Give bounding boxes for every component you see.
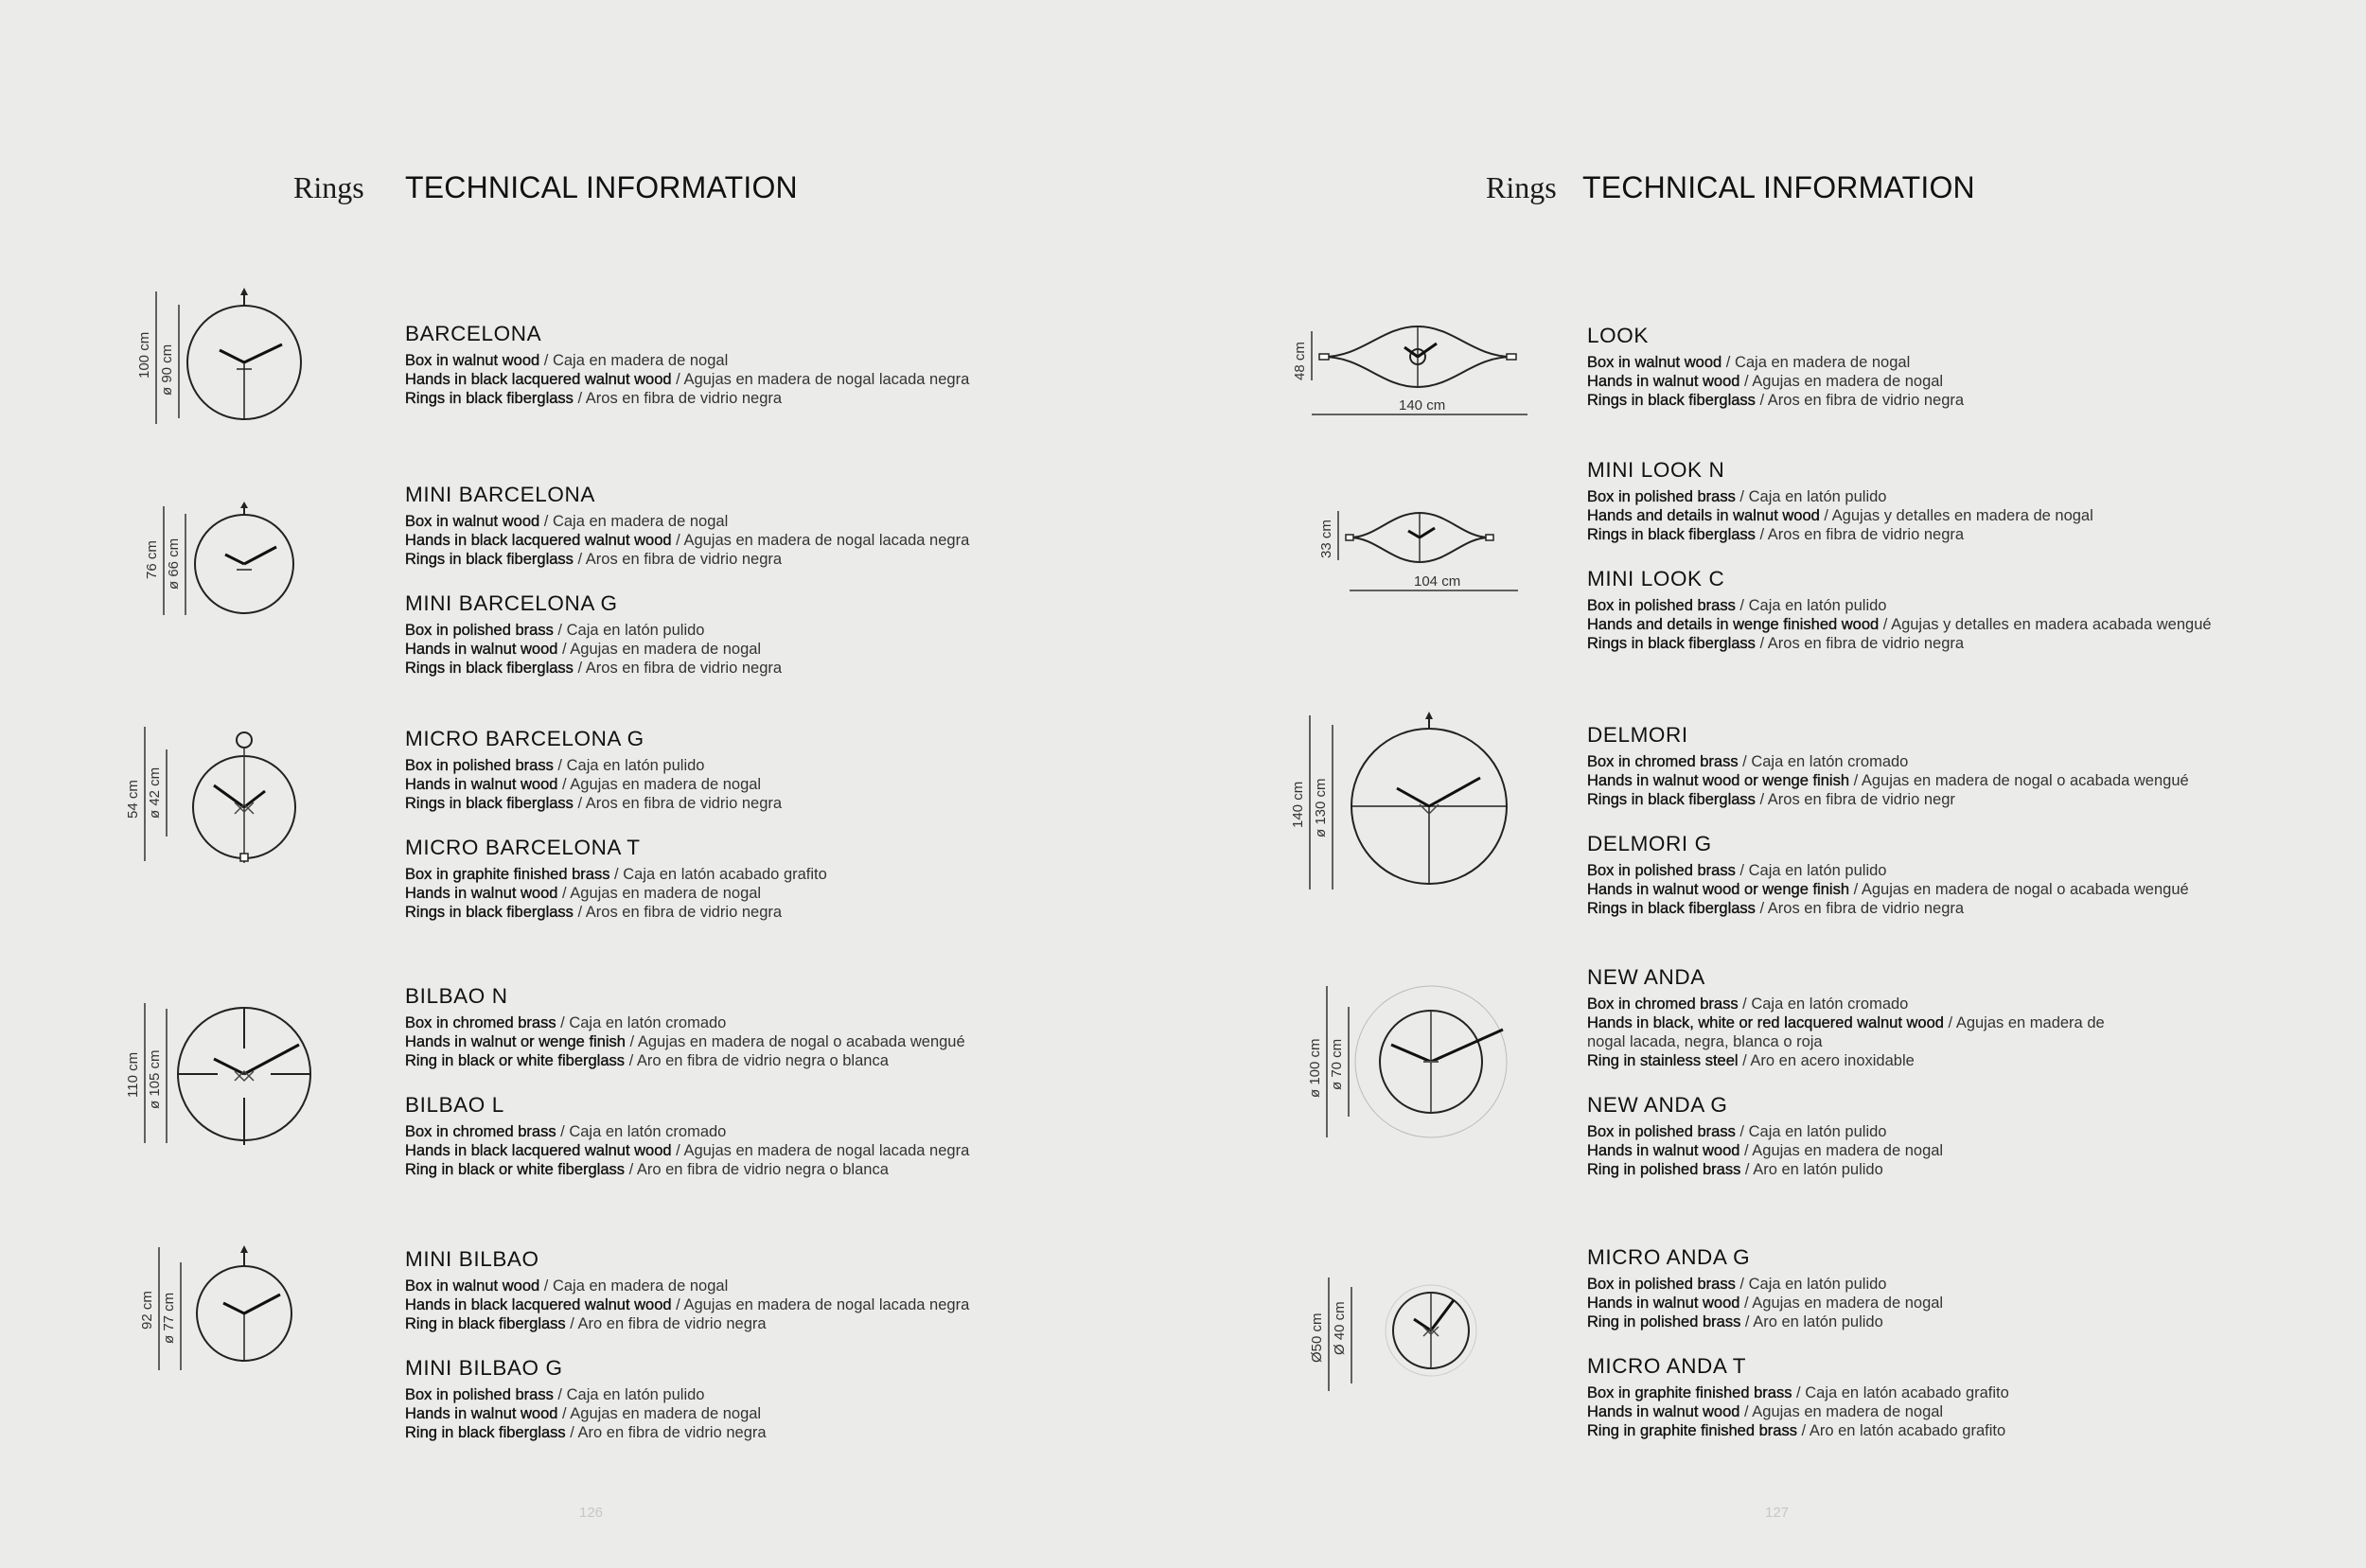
model-mini-barcelona bbox=[405, 483, 1162, 569]
spec-es: Agujas en madera de nogal o acabada wengué bbox=[637, 1033, 965, 1050]
spec-line: Hands in walnut wood or wenge finish / Agujas en madera de nogal o acabada wengué bbox=[1587, 881, 2189, 898]
spec-es: Aro en fibra de vidrio negra o blanca bbox=[636, 1161, 889, 1178]
spec-en: Rings in black fiberglass bbox=[1587, 392, 1756, 409]
spec-line: Hands in black lacquered walnut wood / Agujas en madera de nogal lacada negra bbox=[405, 1142, 970, 1159]
spec-es: Caja en latón pulido bbox=[1748, 862, 1887, 879]
spec-line: Hands in walnut wood / Agujas en madera de nogal bbox=[1587, 1403, 1944, 1420]
spec-en: Rings in black fiberglass bbox=[1587, 526, 1756, 543]
spec-es: Agujas en madera de nogal bbox=[1752, 373, 1944, 390]
spec-en: Rings in black fiberglass bbox=[405, 660, 574, 677]
spec-es: Caja en madera de nogal bbox=[552, 1277, 729, 1295]
spec-en: Hands in walnut wood or wenge finish bbox=[1587, 881, 1849, 898]
spec-en: Ring in black or white fiberglass bbox=[405, 1161, 626, 1178]
model-name: NEW ANDA G bbox=[1587, 1093, 1728, 1117]
spec-en: Rings in black fiberglass bbox=[405, 390, 574, 407]
spec-line: Rings in black fiberglass / Aros en fibra de vidrio negra bbox=[405, 551, 783, 568]
spec-es: Caja en latón pulido bbox=[566, 622, 705, 639]
spec-es: Caja en latón acabado grafito bbox=[623, 866, 827, 883]
spec-line: Hands in walnut wood / Agujas en madera de nogal bbox=[1587, 373, 1944, 390]
model-bilbao-n bbox=[405, 984, 1162, 1070]
micro-anda-height-label: Ø50 cm bbox=[1309, 1313, 1325, 1363]
spec-en: Box in chromed brass bbox=[1587, 753, 1739, 770]
spec-line: Rings in black fiberglass / Aros en fibra de vidrio negra bbox=[1587, 392, 1965, 409]
spec-es: Caja en latón pulido bbox=[1748, 1123, 1887, 1140]
spec-line: Box in polished brass / Caja en latón pulido bbox=[1587, 597, 1887, 614]
spec-en: Hands and details in walnut wood bbox=[1587, 507, 1820, 524]
spec-line: Box in polished brass / Caja en latón pulido bbox=[1587, 1276, 1887, 1293]
product-mini-barcelona bbox=[405, 483, 1162, 678]
spec-es: Aro en fibra de vidrio negra bbox=[577, 1315, 767, 1332]
micro-barcelona-drawing bbox=[123, 719, 312, 871]
spec-line: Rings in black fiberglass / Aros en fibra de vidrio negra bbox=[1587, 635, 1965, 652]
spec-en: Box in chromed brass bbox=[405, 1014, 556, 1031]
spec-es: Agujas y detalles en madera de nogal bbox=[1831, 507, 2093, 524]
spec-line: Hands in black, white or red lacquered walnut wood / Agujas en madera de nogal lacada, negra, blanca o roja bbox=[1587, 1014, 2105, 1050]
model-mini-look-n bbox=[1587, 458, 2344, 544]
look-drawing bbox=[1287, 312, 1533, 426]
mini-look-height-label: 33 cm bbox=[1318, 520, 1334, 558]
product-bilbao bbox=[405, 984, 1162, 1179]
model-name: BILBAO N bbox=[405, 984, 508, 1008]
spec-en: Rings in black fiberglass bbox=[405, 795, 574, 812]
spec-es: Caja en madera de nogal bbox=[1734, 354, 1911, 371]
spec-line: Ring in graphite finished brass / Aro en latón acabado grafito bbox=[1587, 1422, 2006, 1439]
spec-es: Agujas en madera de nogal lacada negra bbox=[683, 371, 970, 388]
spec-en: Rings in black fiberglass bbox=[1587, 791, 1756, 808]
spec-es: Agujas en madera de nogal lacada negra bbox=[683, 532, 970, 549]
spec-en: Box in chromed brass bbox=[1587, 995, 1739, 1013]
model-micro-barcelona-g bbox=[405, 727, 1162, 813]
spec-en: Box in walnut wood bbox=[405, 513, 540, 530]
spec-en: Box in polished brass bbox=[405, 1386, 554, 1403]
page-number: 126 bbox=[579, 1505, 604, 1521]
spec-line: Box in walnut wood / Caja en madera de nogal bbox=[405, 513, 729, 530]
spec-es: Agujas en madera de nogal lacada negra bbox=[683, 1296, 970, 1313]
spec-line: Rings in black fiberglass / Aros en fibra de vidrio negr bbox=[1587, 791, 1955, 808]
spec-en: Hands in walnut wood bbox=[405, 1405, 558, 1422]
spec-line: Ring in stainless steel / Aro en acero inoxidable bbox=[1587, 1052, 1915, 1069]
model-barcelona bbox=[405, 322, 1162, 408]
spec-en: Hands in black lacquered walnut wood bbox=[405, 1142, 672, 1159]
right-page bbox=[1183, 0, 2366, 1568]
brand-name: Rings bbox=[1486, 170, 1557, 204]
spec-line: Box in chromed brass / Caja en latón cromado bbox=[405, 1014, 727, 1031]
page-title: TECHNICAL INFORMATION bbox=[405, 170, 798, 204]
spec-en: Box in polished brass bbox=[1587, 488, 1736, 505]
spec-line: Rings in black fiberglass / Aros en fibra de vidrio negra bbox=[405, 795, 783, 812]
spec-en: Ring in polished brass bbox=[1587, 1313, 1741, 1330]
spec-es: Agujas en madera de nogal bbox=[1752, 1403, 1944, 1420]
barcelona-diameter-label: ø 90 cm bbox=[159, 344, 175, 396]
bilbao-diameter-label: ø 105 cm bbox=[147, 1049, 163, 1109]
spec-es: Aros en fibra de vidrio negra bbox=[585, 795, 783, 812]
spec-en: Hands in walnut wood or wenge finish bbox=[1587, 772, 1849, 789]
model-name: MINI LOOK C bbox=[1587, 567, 1725, 590]
bilbao-drawing bbox=[123, 994, 331, 1154]
model-name: BARCELONA bbox=[405, 322, 542, 345]
micro-anda-drawing bbox=[1306, 1268, 1495, 1401]
model-delmori bbox=[1587, 723, 2344, 809]
spec-es: Aro en fibra de vidrio negra o blanca bbox=[636, 1052, 889, 1069]
spec-es: Aros en fibra de vidrio negra bbox=[1767, 900, 1965, 917]
mini-barcelona-diameter-label: ø 66 cm bbox=[166, 537, 182, 590]
delmori-diameter-label: ø 130 cm bbox=[1313, 778, 1329, 837]
spec-en: Hands in walnut wood bbox=[405, 641, 558, 658]
spec-line: Hands in walnut wood / Agujas en madera de nogal bbox=[1587, 1295, 1944, 1312]
mini-bilbao-height-label: 92 cm bbox=[139, 1291, 155, 1330]
model-name: MINI LOOK N bbox=[1587, 458, 1725, 482]
spec-es: Aros en fibra de vidrio negra bbox=[1767, 635, 1965, 652]
spec-en: Box in graphite finished brass bbox=[1587, 1384, 1792, 1401]
delmori-drawing bbox=[1287, 710, 1543, 899]
spec-line: Box in walnut wood / Caja en madera de nogal bbox=[1587, 354, 1911, 371]
spec-es: Caja en latón cromado bbox=[569, 1014, 727, 1031]
spec-line: Ring in black or white fiberglass / Aro en fibra de vidrio negra o blanca bbox=[405, 1052, 889, 1069]
model-mini-bilbao-g bbox=[405, 1356, 1162, 1442]
spec-line: Box in graphite finished brass / Caja en latón acabado grafito bbox=[1587, 1384, 2009, 1401]
spec-en: Hands in black, white or red lacquered walnut wood bbox=[1587, 1014, 1944, 1031]
model-name: MINI BILBAO bbox=[405, 1247, 539, 1271]
spec-en: Box in walnut wood bbox=[405, 352, 540, 369]
spec-es: Caja en latón cromado bbox=[569, 1123, 727, 1140]
spec-line: Hands in black lacquered walnut wood / Agujas en madera de nogal lacada negra bbox=[405, 1296, 970, 1313]
product-delmori bbox=[1587, 723, 2344, 918]
spec-en: Box in graphite finished brass bbox=[405, 866, 610, 883]
model-name: DELMORI bbox=[1587, 723, 1688, 747]
model-name: BILBAO L bbox=[405, 1093, 504, 1117]
mini-look-width-label: 104 cm bbox=[1414, 573, 1461, 590]
spec-line: Rings in black fiberglass / Aros en fibra de vidrio negra bbox=[405, 904, 783, 921]
model-name: LOOK bbox=[1587, 324, 1649, 347]
model-micro-barcelona-t bbox=[405, 836, 1162, 922]
spec-es: Caja en latón pulido bbox=[1748, 597, 1887, 614]
spec-en: Hands in walnut wood bbox=[1587, 1403, 1740, 1420]
spec-line: Box in chromed brass / Caja en latón cromado bbox=[1587, 995, 1909, 1013]
mini-barcelona-height-label: 76 cm bbox=[144, 540, 160, 579]
spec-line: Box in chromed brass / Caja en latón cromado bbox=[405, 1123, 727, 1140]
spec-en: Hands in black lacquered walnut wood bbox=[405, 532, 672, 549]
model-name: MINI BILBAO G bbox=[405, 1356, 563, 1380]
spec-es: Caja en latón pulido bbox=[1748, 1276, 1887, 1293]
spec-line: Ring in black or white fiberglass / Aro en fibra de vidrio negra o blanca bbox=[405, 1161, 889, 1178]
spec-en: Hands in walnut wood bbox=[1587, 1142, 1740, 1159]
model-mini-bilbao bbox=[405, 1247, 1162, 1333]
spec-en: Ring in black fiberglass bbox=[405, 1315, 566, 1332]
product-micro-barcelona bbox=[405, 727, 1162, 922]
delmori-height-label: 140 cm bbox=[1290, 781, 1306, 828]
mini-look-drawing bbox=[1315, 502, 1524, 596]
spec-en: Hands in black lacquered walnut wood bbox=[405, 1296, 672, 1313]
look-height-label: 48 cm bbox=[1292, 342, 1308, 380]
spec-es: Caja en madera de nogal bbox=[552, 513, 729, 530]
spec-en: Ring in stainless steel bbox=[1587, 1052, 1739, 1069]
spec-line: Box in walnut wood / Caja en madera de nogal bbox=[405, 1277, 729, 1295]
spec-en: Box in polished brass bbox=[1587, 1276, 1736, 1293]
spec-en: Box in polished brass bbox=[1587, 597, 1736, 614]
spec-es: Aro en latón pulido bbox=[1753, 1161, 1883, 1178]
model-delmori-g bbox=[1587, 832, 2344, 918]
spec-es: Aros en fibra de vidrio negra bbox=[1767, 392, 1965, 409]
barcelona-height-label: 100 cm bbox=[136, 331, 152, 379]
spec-line: Ring in black fiberglass / Aro en fibra de vidrio negra bbox=[405, 1424, 767, 1441]
spec-en: Rings in black fiberglass bbox=[405, 904, 574, 921]
spec-line: Hands in walnut wood or wenge finish / Agujas en madera de nogal o acabada wengué bbox=[1587, 772, 2189, 789]
micro-anda-diameter-label: Ø 40 cm bbox=[1332, 1301, 1348, 1355]
barcelona-drawing bbox=[132, 284, 322, 435]
spec-line: Box in polished brass / Caja en latón pulido bbox=[405, 622, 705, 639]
spec-line: Hands and details in wenge finished wood / Agujas y detalles en madera acabada wengué bbox=[1587, 616, 2212, 633]
spec-es: Agujas en madera de nogal bbox=[1752, 1295, 1944, 1312]
spec-line: Rings in black fiberglass / Aros en fibra de vidrio negra bbox=[1587, 900, 1965, 917]
product-look bbox=[1587, 324, 2344, 410]
spec-es: Caja en madera de nogal bbox=[552, 352, 729, 369]
model-mini-barcelona-g bbox=[405, 591, 1162, 678]
model-mini-look-c bbox=[1587, 567, 2344, 653]
spec-es: Aro en latón acabado grafito bbox=[1809, 1422, 2006, 1439]
spec-es: Agujas en madera de nogal bbox=[570, 1405, 762, 1422]
spec-line: Hands in walnut wood / Agujas en madera de nogal bbox=[405, 885, 762, 902]
product-new-anda bbox=[1587, 965, 2344, 1179]
spec-line: Ring in polished brass / Aro en latón pulido bbox=[1587, 1313, 1883, 1330]
spec-es: Agujas en madera de nogal bbox=[570, 885, 762, 902]
spec-en: Hands in walnut wood bbox=[405, 885, 558, 902]
page-title: TECHNICAL INFORMATION bbox=[1582, 170, 1975, 204]
spec-es: Aro en acero inoxidable bbox=[1750, 1052, 1915, 1069]
spec-es: Agujas en madera de nogal bbox=[570, 776, 762, 793]
new-anda-diameter-label: ø 70 cm bbox=[1329, 1038, 1345, 1090]
spec-en: Hands in walnut wood bbox=[405, 776, 558, 793]
spec-line: Hands in walnut wood / Agujas en madera de nogal bbox=[405, 1405, 762, 1422]
product-micro-anda bbox=[1587, 1245, 2344, 1440]
spec-en: Rings in black fiberglass bbox=[405, 551, 574, 568]
spec-line: Hands in walnut wood / Agujas en madera de nogal bbox=[1587, 1142, 1944, 1159]
model-name: MINI BARCELONA bbox=[405, 483, 595, 506]
spec-line: Box in polished brass / Caja en latón pulido bbox=[405, 1386, 705, 1403]
new-anda-height-label: ø 100 cm bbox=[1307, 1038, 1323, 1098]
product-mini-look bbox=[1587, 458, 2344, 653]
model-bilbao-l bbox=[405, 1093, 1162, 1179]
model-name: MINI BARCELONA G bbox=[405, 591, 618, 615]
spec-en: Box in polished brass bbox=[405, 622, 554, 639]
spec-es: Aros en fibra de vidrio negra bbox=[585, 390, 783, 407]
spec-en: Rings in black fiberglass bbox=[1587, 635, 1756, 652]
spec-line: Box in walnut wood / Caja en madera de nogal bbox=[405, 352, 729, 369]
spec-en: Rings in black fiberglass bbox=[1587, 900, 1756, 917]
spec-en: Hands in black lacquered walnut wood bbox=[405, 371, 672, 388]
spec-en: Hands and details in wenge finished wood bbox=[1587, 616, 1880, 633]
micro-barcelona-diameter-label: ø 42 cm bbox=[147, 766, 163, 819]
model-micro-anda-t bbox=[1587, 1354, 2344, 1440]
spec-line: Ring in polished brass / Aro en latón pulido bbox=[1587, 1161, 1883, 1178]
model-name: MICRO BARCELONA G bbox=[405, 727, 644, 750]
spec-es: Caja en latón cromado bbox=[1751, 995, 1909, 1013]
spec-es: Aro en latón pulido bbox=[1753, 1313, 1883, 1330]
model-new-anda-g bbox=[1587, 1093, 2344, 1179]
spec-en: Ring in black or white fiberglass bbox=[405, 1052, 626, 1069]
product-mini-bilbao bbox=[405, 1247, 1162, 1442]
spec-line: Box in polished brass / Caja en latón pulido bbox=[1587, 488, 1887, 505]
spec-line: Hands in black lacquered walnut wood / Agujas en madera de nogal lacada negra bbox=[405, 371, 970, 388]
spec-en: Ring in polished brass bbox=[1587, 1161, 1741, 1178]
page-number: 127 bbox=[1765, 1505, 1790, 1521]
spec-es: Agujas en madera de nogal o acabada wengué bbox=[1861, 772, 2189, 789]
spec-es: Aros en fibra de vidrio negra bbox=[585, 551, 783, 568]
spec-line: Ring in black fiberglass / Aro en fibra de vidrio negra bbox=[405, 1315, 767, 1332]
spec-line: Hands in black lacquered walnut wood / Agujas en madera de nogal lacada negra bbox=[405, 532, 970, 549]
spec-en: Hands in walnut or wenge finish bbox=[405, 1033, 626, 1050]
new-anda-drawing bbox=[1306, 975, 1543, 1145]
spec-en: Box in walnut wood bbox=[1587, 354, 1722, 371]
model-name: MICRO ANDA T bbox=[1587, 1354, 1747, 1378]
spec-line: Hands and details in walnut wood / Agujas y detalles en madera de nogal bbox=[1587, 507, 2093, 524]
spec-line: Box in graphite finished brass / Caja en latón acabado grafito bbox=[405, 866, 827, 883]
spec-en: Hands in walnut wood bbox=[1587, 373, 1740, 390]
spec-es: Aro en fibra de vidrio negra bbox=[577, 1424, 767, 1441]
spec-en: Box in polished brass bbox=[1587, 1123, 1736, 1140]
spec-en: Box in polished brass bbox=[405, 757, 554, 774]
product-barcelona bbox=[405, 322, 1162, 408]
spec-line: Box in polished brass / Caja en latón pulido bbox=[405, 757, 705, 774]
spec-es: Caja en latón acabado grafito bbox=[1805, 1384, 2009, 1401]
mini-bilbao-diameter-label: ø 77 cm bbox=[161, 1292, 177, 1344]
spec-es: Aros en fibra de vidrio negra bbox=[585, 660, 783, 677]
model-name: NEW ANDA bbox=[1587, 965, 1705, 989]
mini-bilbao-drawing bbox=[139, 1240, 312, 1382]
spec-line: Rings in black fiberglass / Aros en fibra de vidrio negra bbox=[405, 660, 783, 677]
spec-line: Hands in walnut or wenge finish / Agujas en madera de nogal o acabada wengué bbox=[405, 1033, 965, 1050]
spec-line: Rings in black fiberglass / Aros en fibra de vidrio negra bbox=[1587, 526, 1965, 543]
spec-es: Caja en latón pulido bbox=[566, 757, 705, 774]
spec-en: Box in polished brass bbox=[1587, 862, 1736, 879]
spec-en: Ring in graphite finished brass bbox=[1587, 1422, 1797, 1439]
spec-en: Box in chromed brass bbox=[405, 1123, 556, 1140]
spec-es: Agujas en madera de nogal bbox=[570, 641, 762, 658]
spec-line: Hands in walnut wood / Agujas en madera de nogal bbox=[405, 776, 762, 793]
look-width-label: 140 cm bbox=[1399, 397, 1446, 414]
spec-line: Box in polished brass / Caja en latón pulido bbox=[1587, 1123, 1887, 1140]
bilbao-height-label: 110 cm bbox=[125, 1051, 141, 1098]
spec-en: Ring in black fiberglass bbox=[405, 1424, 566, 1441]
model-new-anda bbox=[1587, 965, 2344, 1070]
spec-es: Agujas y detalles en madera acabada wengué bbox=[1891, 616, 2212, 633]
spec-es: Caja en latón pulido bbox=[566, 1386, 705, 1403]
spec-es: Agujas en madera de nogal o acabada wengué bbox=[1861, 881, 2189, 898]
spec-es: Caja en latón cromado bbox=[1751, 753, 1909, 770]
spec-line: Box in polished brass / Caja en latón pulido bbox=[1587, 862, 1887, 879]
model-name: MICRO ANDA G bbox=[1587, 1245, 1751, 1269]
spec-line: Box in chromed brass / Caja en latón cromado bbox=[1587, 753, 1909, 770]
spec-line: Rings in black fiberglass / Aros en fibra de vidrio negra bbox=[405, 390, 783, 407]
spec-en: Hands in walnut wood bbox=[1587, 1295, 1740, 1312]
spec-es: Caja en latón pulido bbox=[1748, 488, 1887, 505]
spec-es: Aros en fibra de vidrio negra bbox=[585, 904, 783, 921]
spec-es: Aros en fibra de vidrio negr bbox=[1767, 791, 1955, 808]
mini-barcelona-drawing bbox=[142, 502, 312, 625]
spec-es: Agujas en madera de nogal lacada, negra, blanca o roja bbox=[1587, 1014, 2105, 1050]
brand-name: Rings bbox=[293, 170, 364, 204]
spec-en: Box in walnut wood bbox=[405, 1277, 540, 1295]
spec-es: Agujas en madera de nogal bbox=[1752, 1142, 1944, 1159]
spec-es: Aros en fibra de vidrio negra bbox=[1767, 526, 1965, 543]
model-name: DELMORI G bbox=[1587, 832, 1712, 855]
model-micro-anda-g bbox=[1587, 1245, 2344, 1331]
model-look bbox=[1587, 324, 2344, 410]
micro-barcelona-height-label: 54 cm bbox=[125, 780, 141, 819]
model-name: MICRO BARCELONA T bbox=[405, 836, 641, 859]
spec-line: Hands in walnut wood / Agujas en madera de nogal bbox=[405, 641, 762, 658]
spec-es: Agujas en madera de nogal lacada negra bbox=[683, 1142, 970, 1159]
